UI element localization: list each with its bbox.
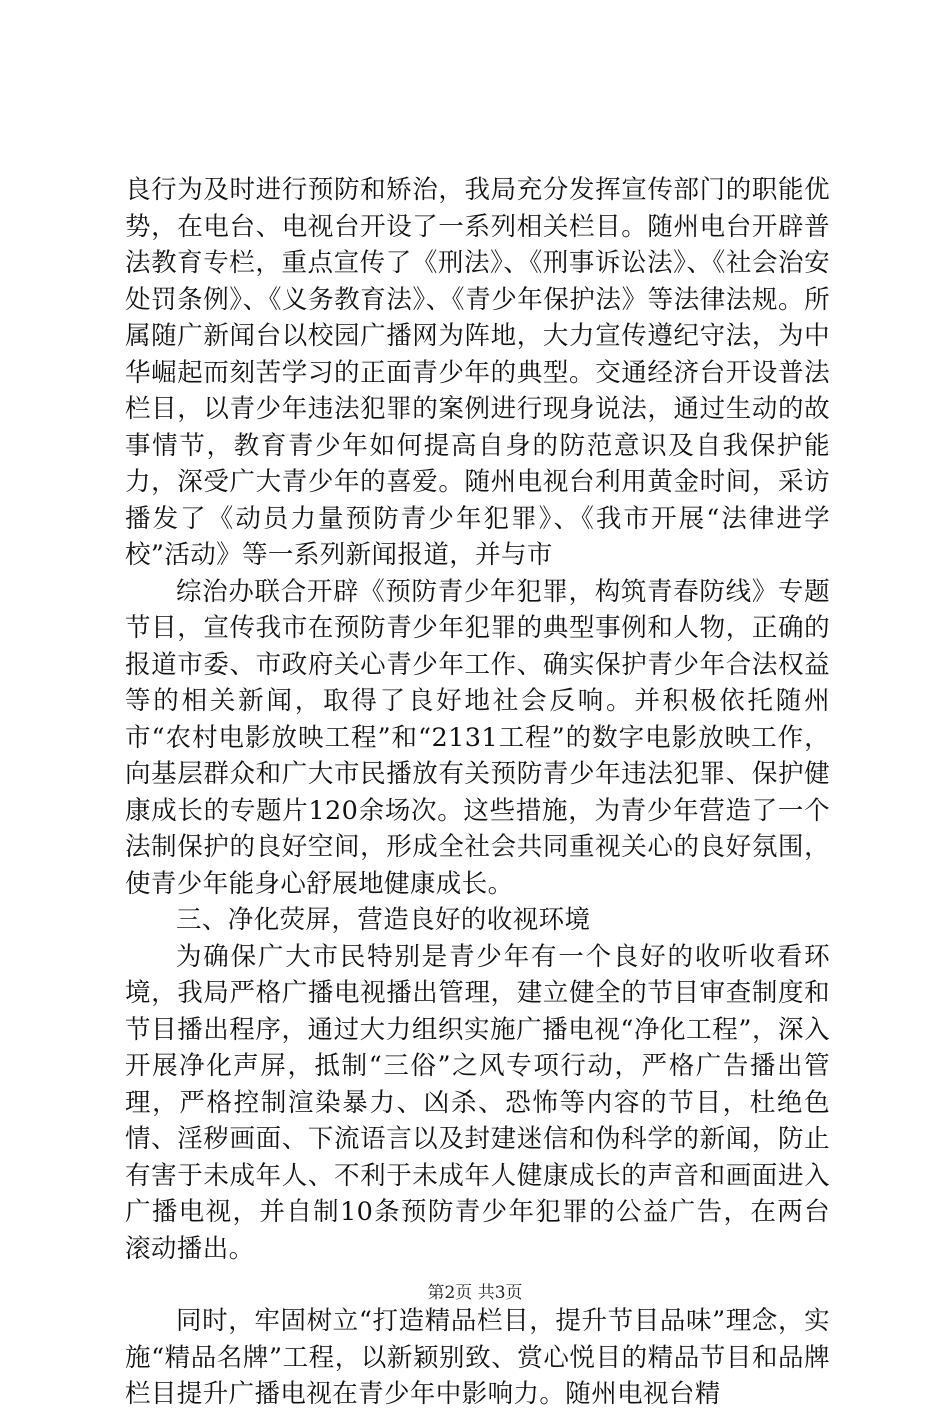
page-footer: 第2页 共3页 bbox=[427, 1283, 523, 1303]
paragraph-3: 为确保广大市民特别是青少年有一个良好的收听收看环境，我局严格广播电视播出管理，建立健全的节目审查制度和节目播出程序，通过大力组织实施广播电视“净化工程”，深入开展净化声屏，抵制“三俗”之风专项行动，严格广告播出管理，严格控制渲染暴力、凶杀、恐怖等内容的节目，杜绝色情、淫秽画面、下流语言以及封建迷信和伪科学的新闻，防止有害于未成年人、不利于未成年人健康成长的声音和画面进入广播电视，并自制10条预防青少年犯罪的公益广告，在两台滚动播出。 bbox=[125, 941, 830, 1264]
paragraph-4: 同时，牢固树立“打造精品栏目，提升节目品味”理念，实施“精品名牌”工程，以新颖别致、赏心悦目的精品节目和品牌栏目提升广播电视在青少年中影响力。随州电视台精 bbox=[125, 1306, 830, 1409]
document-body bbox=[125, 172, 830, 1413]
paragraph-2: 综治办联合开辟《预防青少年犯罪，构筑青春防线》专题节目，宣传我市在预防青少年犯罪的典型事例和人物，正确的报道市委、市政府关心青少年工作、确实保护青少年合法权益等的相关新闻，取得了良好地社会反响。并积极依托随州市“农村电影放映工程”和“2131工程”的数字电影放映工作，向基层群众和广大市民播放有关预防青少年违法犯罪、保护健康成长的专题片120余场次。这些措施，为青少年营造了一个法制保护的良好空间，形成全社会共同重视关心的良好氛围，使青少年能身心舒展地健康成长。 bbox=[125, 576, 830, 899]
section-heading: 三、净化荧屏，营造良好的收视环境 bbox=[176, 905, 591, 935]
paragraph-1: 良行为及时进行预防和矫治，我局充分发挥宣传部门的职能优势，在电台、电视台开设了一系列相关栏目。随州电台开辟普法教育专栏，重点宣传了《刑法》、《刑事诉讼法》、《社会治安处罚条例》、《义务教育法》、《青少年保护法》等法律法规。所属随广新闻台以校园广播网为阵地，大力宣传遵纪守法，为中华崛起而刻苦学习的正面青少年的典型。交通经济台开设普法栏目，以青少年违法犯罪的案例进行现身说法，通过生动的故事情节，教育青少年如何提高自身的防范意识及自我保护能力，深受广大青少年的喜爱。随州电视台利用黄金时间，采访播发了《动员力量预防青少年犯罪》、《我市开展“法律进学校”活动》等一系列新闻报道，并与市 bbox=[125, 175, 830, 570]
